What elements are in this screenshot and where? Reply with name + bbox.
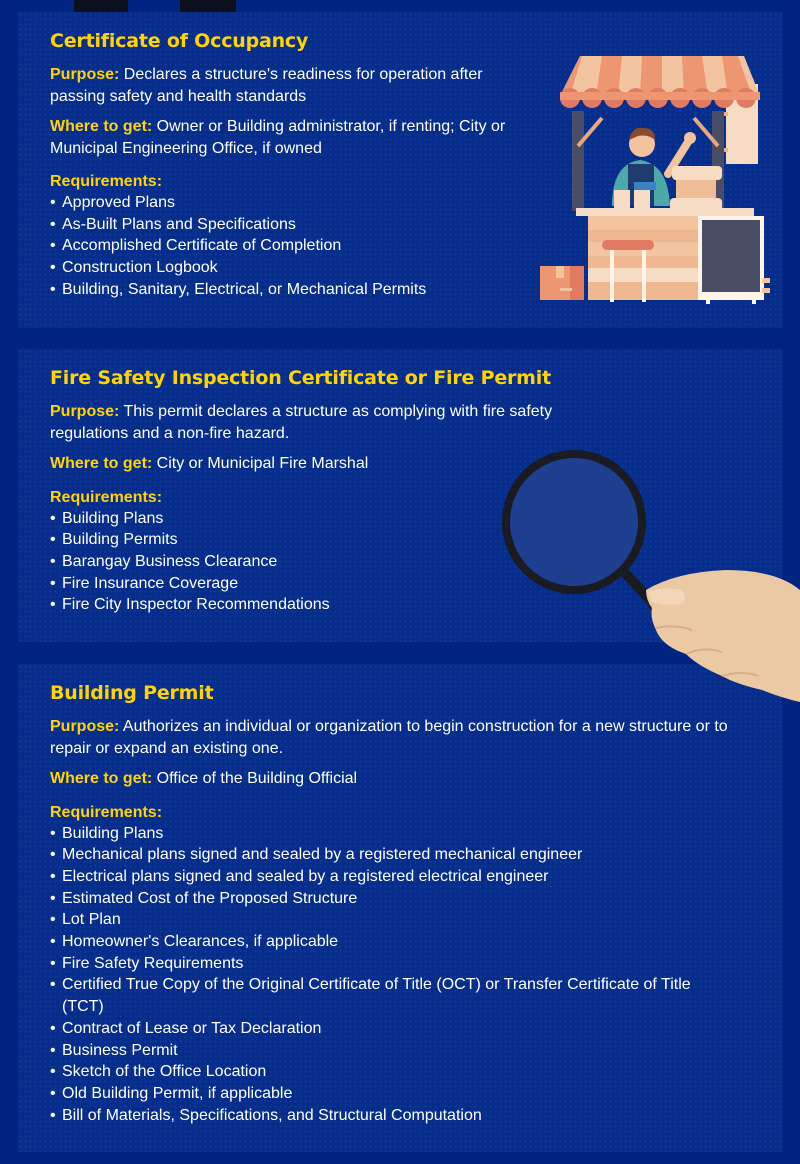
list-item: • Sketch of the Office Location: [50, 1061, 730, 1083]
list-item: • Approved Plans: [50, 192, 530, 214]
list-item: • Building, Sanitary, Electrical, or Mechanical Permits: [50, 279, 530, 301]
magnifying-glass-icon: [486, 440, 800, 710]
requirements-list: [50, 823, 730, 1127]
purpose-label: Purpose:: [50, 403, 120, 420]
requirements-list: [50, 192, 530, 301]
list-item: • Electrical plans signed and sealed by a registered electrical engineer: [50, 866, 730, 888]
purpose-text: Authorizes an individual or organization to begin construction for a new structure or to repair or expand an existing one.: [50, 718, 728, 757]
section-title: Fire Safety Inspection Certificate or Fire Permit: [50, 367, 551, 389]
list-item: • Building Permits: [50, 529, 610, 551]
section-title: Building Permit: [50, 682, 214, 704]
list-item: • Old Building Permit, if applicable: [50, 1083, 730, 1105]
list-item: • Fire City Inspector Recommendations: [50, 594, 610, 616]
list-item: • Construction Logbook: [50, 257, 530, 279]
list-item: • Fire Insurance Coverage: [50, 573, 610, 595]
requirements-label: Requirements:: [50, 803, 163, 821]
purpose-label: Purpose:: [50, 66, 120, 83]
list-item: • Lot Plan: [50, 909, 730, 931]
dark-shape-left: [74, 0, 128, 12]
where-text: Office of the Building Official: [152, 770, 358, 787]
list-item: • As-Built Plans and Specifications: [50, 214, 530, 236]
where-label: Where to get:: [50, 770, 153, 787]
where-label: Where to get:: [50, 455, 153, 472]
purpose-text: Declares a structure's readiness for operation after passing safety and health standards: [50, 66, 483, 105]
where-text: City or Municipal Fire Marshal: [152, 455, 369, 472]
where-to-get: [50, 768, 730, 790]
section-content: [50, 30, 530, 301]
list-item: • Homeowner's Clearances, if applicable: [50, 931, 730, 953]
section-building-permit: [18, 664, 782, 1152]
list-item: • Accomplished Certificate of Completion: [50, 235, 530, 257]
market-stall-illustration: [520, 56, 770, 306]
section-content: [50, 682, 730, 1126]
list-item: • Business Permit: [50, 1040, 730, 1062]
purpose: [50, 64, 530, 107]
section-certificate-of-occupancy: [18, 12, 782, 328]
list-item: • Certified True Copy of the Original Certificate of Title (OCT) or Transfer Certificate of Title (TCT): [50, 974, 730, 1017]
purpose-label: Purpose:: [50, 718, 120, 735]
where-to-get: [50, 116, 530, 159]
requirements-label: Requirements:: [50, 173, 163, 190]
top-image-fragment: [0, 0, 800, 12]
list-item: • Mechanical plans signed and sealed by a registered mechanical engineer: [50, 844, 730, 866]
list-item: • Estimated Cost of the Proposed Structure: [50, 888, 730, 910]
dark-shape-right: [180, 0, 236, 12]
list-item: • Building Plans: [50, 823, 730, 845]
where-label: Where to get:: [50, 118, 153, 135]
section-title: Certificate of Occupancy: [50, 30, 309, 52]
where-text: Owner or Building administrator, if renting; City or Municipal Engineering Office, if owned: [50, 118, 506, 157]
purpose: [50, 401, 610, 444]
purpose-text: This permit declares a structure as complying with fire safety regulations and a non-fire hazard.: [50, 403, 553, 442]
list-item: • Fire Safety Requirements: [50, 953, 730, 975]
list-item: • Contract of Lease or Tax Declaration: [50, 1018, 730, 1040]
requirements-label: Requirements:: [50, 488, 163, 506]
list-item: • Building Plans: [50, 508, 610, 530]
list-item: • Barangay Business Clearance: [50, 551, 610, 573]
list-item: • Bill of Materials, Specifications, and Structural Computation: [50, 1105, 730, 1127]
purpose: [50, 716, 730, 759]
